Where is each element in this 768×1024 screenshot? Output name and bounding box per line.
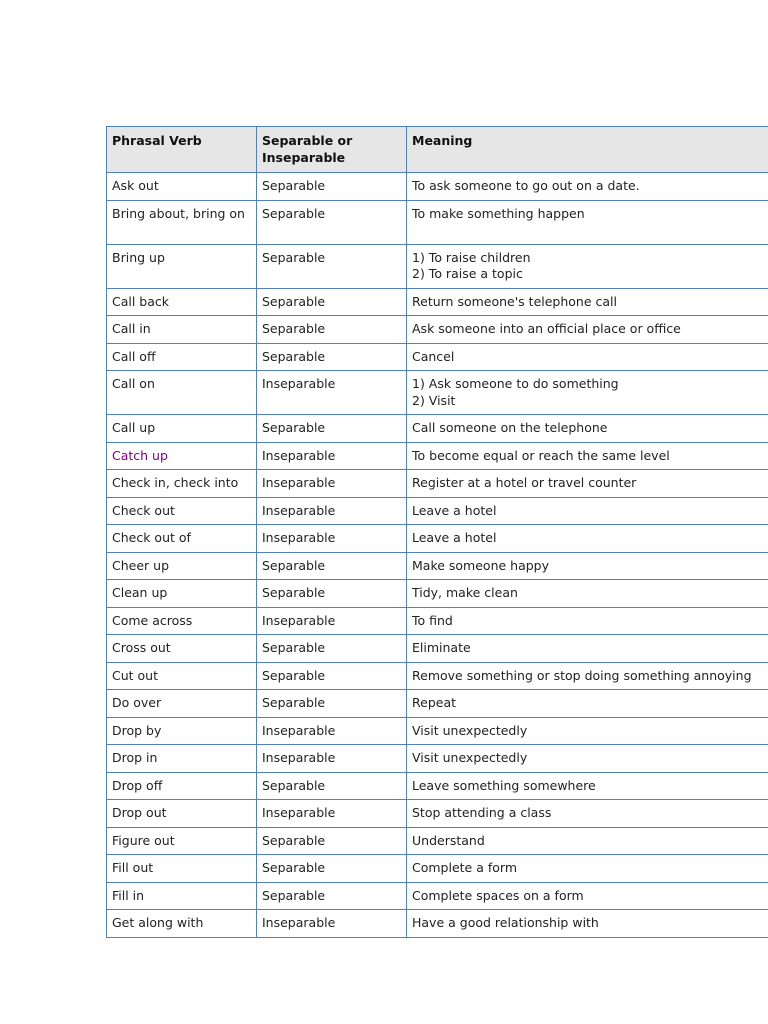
meaning-cell: Ask someone into an official place or office: [407, 316, 768, 344]
table-row: [107, 910, 768, 938]
separability-cell: Inseparable: [257, 717, 407, 745]
table-row: [107, 288, 768, 316]
separability-cell: Separable: [257, 200, 407, 244]
meaning-cell: Have a good relationship with: [407, 910, 768, 938]
table-row: [107, 415, 768, 443]
separability-cell: Inseparable: [257, 800, 407, 828]
phrasal-verb-cell: Check out of: [107, 525, 257, 553]
table-row: [107, 827, 768, 855]
separability-cell: Inseparable: [257, 910, 407, 938]
table-row: [107, 200, 768, 244]
table-row: [107, 173, 768, 201]
separability-cell: Separable: [257, 882, 407, 910]
table-row: [107, 607, 768, 635]
table-row: [107, 497, 768, 525]
phrasal-verb-cell: Come across: [107, 607, 257, 635]
meaning-cell: Visit unexpectedly: [407, 745, 768, 773]
meaning-cell: Repeat: [407, 690, 768, 718]
meaning-cell: Return someone's telephone call: [407, 288, 768, 316]
separability-cell: Separable: [257, 855, 407, 883]
phrasal-verb-cell: Do over: [107, 690, 257, 718]
separability-cell: Inseparable: [257, 442, 407, 470]
phrasal-verb-cell: Fill out: [107, 855, 257, 883]
phrasal-verbs-table: [106, 126, 768, 938]
phrasal-verb-cell: Check in, check into: [107, 470, 257, 498]
separability-cell: Separable: [257, 552, 407, 580]
table-row: [107, 552, 768, 580]
table-row: [107, 470, 768, 498]
separability-cell: Separable: [257, 288, 407, 316]
phrasal-verb-cell: Check out: [107, 497, 257, 525]
meaning-cell: Stop attending a class: [407, 800, 768, 828]
table-row: [107, 316, 768, 344]
phrasal-verb-cell: Bring about, bring on: [107, 200, 257, 244]
separability-cell: Separable: [257, 662, 407, 690]
table-row: [107, 343, 768, 371]
phrasal-verb-cell: Cross out: [107, 635, 257, 663]
table-row: [107, 882, 768, 910]
table-row: [107, 525, 768, 553]
meaning-cell: Complete a form: [407, 855, 768, 883]
phrasal-verb-cell: Drop in: [107, 745, 257, 773]
meaning-cell: Remove something or stop doing something annoying: [407, 662, 768, 690]
separability-cell: Inseparable: [257, 607, 407, 635]
header-meaning: Meaning: [407, 127, 768, 173]
table-row: [107, 244, 768, 288]
meaning-cell: Leave something somewhere: [407, 772, 768, 800]
phrasal-verb-cell: Call in: [107, 316, 257, 344]
meaning-cell: To make something happen: [407, 200, 768, 244]
separability-cell: Separable: [257, 772, 407, 800]
phrasal-verb-cell: Ask out: [107, 173, 257, 201]
meaning-cell: Leave a hotel: [407, 525, 768, 553]
separability-cell: Separable: [257, 690, 407, 718]
meaning-cell: Complete spaces on a form: [407, 882, 768, 910]
separability-cell: Inseparable: [257, 525, 407, 553]
separability-cell: Inseparable: [257, 745, 407, 773]
meaning-cell: Visit unexpectedly: [407, 717, 768, 745]
table-row: [107, 371, 768, 415]
phrasal-verb-cell: Get along with: [107, 910, 257, 938]
table-row: [107, 717, 768, 745]
separability-cell: Separable: [257, 173, 407, 201]
separability-cell: Separable: [257, 343, 407, 371]
separability-cell: Inseparable: [257, 371, 407, 415]
phrasal-verb-cell: Fill in: [107, 882, 257, 910]
phrasal-verb-cell: Drop by: [107, 717, 257, 745]
phrasal-verb-cell: Call on: [107, 371, 257, 415]
phrasal-verb-cell: Call back: [107, 288, 257, 316]
table-row: [107, 855, 768, 883]
meaning-cell: Call someone on the telephone: [407, 415, 768, 443]
meaning-cell: Leave a hotel: [407, 497, 768, 525]
separability-cell: Separable: [257, 827, 407, 855]
table-row: [107, 580, 768, 608]
header-separable-or-inseparable: Separable or Inseparable: [257, 127, 407, 173]
table-header-row: [107, 127, 768, 173]
separability-cell: Separable: [257, 635, 407, 663]
meaning-cell: To become equal or reach the same level: [407, 442, 768, 470]
separability-cell: Separable: [257, 415, 407, 443]
meaning-cell: To find: [407, 607, 768, 635]
meaning-cell: 1) Ask someone to do something 2) Visit: [407, 371, 768, 415]
phrasal-verb-link[interactable]: Catch up: [107, 442, 257, 470]
phrasal-verb-cell: Figure out: [107, 827, 257, 855]
phrasal-verb-cell: Clean up: [107, 580, 257, 608]
meaning-cell: Eliminate: [407, 635, 768, 663]
table-row: [107, 442, 768, 470]
separability-cell: Separable: [257, 580, 407, 608]
meaning-cell: Register at a hotel or travel counter: [407, 470, 768, 498]
header-phrasal-verb: Phrasal Verb: [107, 127, 257, 173]
phrasal-verb-cell: Drop off: [107, 772, 257, 800]
phrasal-verb-cell: Cheer up: [107, 552, 257, 580]
table-row: [107, 772, 768, 800]
table-row: [107, 800, 768, 828]
phrasal-verb-cell: Cut out: [107, 662, 257, 690]
meaning-cell: Understand: [407, 827, 768, 855]
meaning-cell: Make someone happy: [407, 552, 768, 580]
phrasal-verb-cell: Bring up: [107, 244, 257, 288]
table-row: [107, 690, 768, 718]
separability-cell: Inseparable: [257, 470, 407, 498]
separability-cell: Separable: [257, 244, 407, 288]
phrasal-verb-cell: Call up: [107, 415, 257, 443]
table-row: [107, 662, 768, 690]
table-row: [107, 745, 768, 773]
separability-cell: Separable: [257, 316, 407, 344]
meaning-cell: Tidy, make clean: [407, 580, 768, 608]
meaning-cell: To ask someone to go out on a date.: [407, 173, 768, 201]
phrasal-verb-cell: Call off: [107, 343, 257, 371]
meaning-cell: Cancel: [407, 343, 768, 371]
table-row: [107, 635, 768, 663]
meaning-cell: 1) To raise children 2) To raise a topic: [407, 244, 768, 288]
separability-cell: Inseparable: [257, 497, 407, 525]
phrasal-verb-cell: Drop out: [107, 800, 257, 828]
